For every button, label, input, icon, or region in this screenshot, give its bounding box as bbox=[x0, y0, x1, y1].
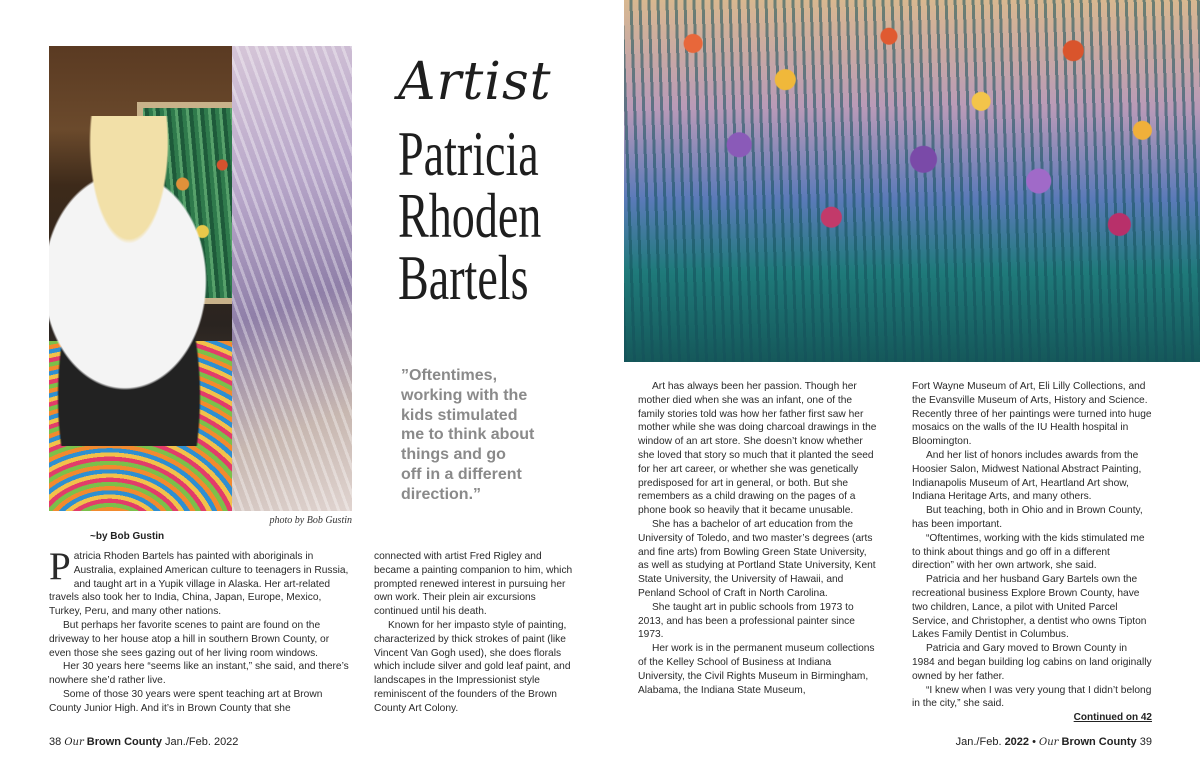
paragraph: connected with artist Fred Rigley and became a painting companion to him, which prompted renewed interest in pursuing her own work. Their plein air excursions continued until his death. bbox=[374, 551, 573, 618]
paragraph: “Oftentimes, working with the kids stimulated me to think about things and go off in a different direction” with her own artwork, she said. bbox=[912, 532, 1145, 572]
issue-year: 2022 bbox=[1004, 736, 1030, 748]
artist-photo bbox=[49, 46, 352, 511]
issue-date: Jan./Feb. bbox=[955, 736, 1002, 748]
paragraph: She has a bachelor of art education from the University of Toledo, and two master’s degrees (arts and fine arts) from Bowling Green State University, as well as studying at Portland State University, Kent State University, the University of Hawaii, and Penland School of Craft in North Carolina. bbox=[638, 518, 876, 599]
paragraph: But perhaps her favorite scenes to paint are found on the driveway to her house atop a hill in southern Brown County, or even those she sees gazing out of her living room windows. bbox=[49, 619, 330, 659]
paragraph: Patricia and her husband Gary Bartels own the recreational business Explore Brown County, have two children, Lance, a pilot with United Parcel Service, and Christopher, a dentist who owns Tipton Lakes Family Dentist in Columbus. bbox=[912, 574, 1147, 641]
title-artist: Artist bbox=[398, 52, 552, 112]
paragraph: She taught art in public schools from 1973 to 2013, and has been a professional painter since 1973. bbox=[638, 601, 855, 641]
byline: ~by Bob Gustin bbox=[90, 531, 165, 542]
page-number: 38 bbox=[49, 736, 62, 748]
paragraph: Patricia and Gary moved to Brown County in 1984 and began building log cabins on land originally owned by her father. bbox=[912, 643, 1152, 682]
continued-link[interactable]: Continued on 42 bbox=[1073, 712, 1152, 723]
paragraph: Patricia Rhoden Bartels has painted with aboriginals in Australia, explained American culture to teenagers in Russia, and taught art in a Yupik village in Alaska. Her art-related travels also took her to India, China, Japan, Europe, Mexico, Turkey, Peru, and many other nations. bbox=[49, 545, 349, 618]
publication-name: Brown County bbox=[86, 736, 162, 748]
publication-prefix: Our bbox=[1039, 737, 1059, 748]
separator: • bbox=[1032, 736, 1036, 748]
paragraph: And her list of honors includes awards from the Hoosier Salon, Midwest National Abstract Painting, Indianapolis Museum of Art, Heartland Art show, Indiana Heritage Arts, and many others. bbox=[912, 449, 1142, 503]
paragraph: Fort Wayne Museum of Art, Eli Lilly Collections, and the Evansville Museum of Arts, History and Science. Recently three of her paintings were turned into huge mosaics on the walls of the IU Health hospital in Bloomington. bbox=[912, 381, 1152, 448]
paragraph: Art has always been her passion. Though her mother died when she was an infant, one of the family stories told was how her father first saw her mother while she was doing charcoal drawings in the window of an art store. She doesn’t know whether she loved that story so much that it planted the seed for her art career, or whether she was genetically predisposed for art in general, or both. But she remembers as a child drawing on the pages of a phone book so heavily that it became unusable. bbox=[638, 381, 877, 517]
footer-right bbox=[956, 736, 1152, 748]
page-number: 39 bbox=[1139, 736, 1152, 748]
paragraph: Her work is in the permanent museum collections of the Kelley School of Business at Indiana University, the Civil Rights Museum in Birmingham, Alabama, the Indiana State Museum, bbox=[638, 643, 875, 696]
publication-prefix: Our bbox=[64, 737, 84, 748]
title-last-name: Bartels bbox=[398, 242, 529, 313]
artist-figure bbox=[49, 116, 249, 446]
pull-quote: ”Oftentimes, working with the kids stimulated me to think about things and go off in a different direction.” bbox=[401, 367, 535, 503]
article-column-1 bbox=[49, 545, 352, 716]
paragraph: Her 30 years here “seems like an instant,” she said, and there’s nowhere she’d rather live. bbox=[49, 661, 349, 687]
article-column-4 bbox=[912, 380, 1152, 711]
paragraph: Some of those 30 years were spent teaching art at Brown County Junior High. And it’s in Brown County that she bbox=[49, 688, 323, 714]
title-first-name: Patricia bbox=[398, 118, 539, 189]
issue-date: Jan./Feb. 2022 bbox=[165, 736, 239, 748]
paragraph: But teaching, both in Ohio and in Brown County, has been important. bbox=[912, 505, 1143, 530]
footer-left bbox=[49, 736, 238, 748]
article-column-2 bbox=[374, 550, 574, 716]
drop-cap: P bbox=[49, 545, 71, 588]
article-column-3 bbox=[638, 380, 880, 697]
title-middle-name: Rhoden bbox=[398, 180, 542, 251]
photo-credit: photo by Bob Gustin bbox=[269, 515, 352, 526]
floral-painting bbox=[624, 0, 1200, 362]
paragraph: Known for her impasto style of painting, characterized by thick strokes of paint (like Vincent Van Gogh used), she does florals which include silver and gold leaf paint, and landscapes in the Impressionist style reminiscent of the founders of the Brown County Art Colony. bbox=[374, 619, 571, 714]
paragraph: “I knew when I was very young that I didn’t belong in the city,” she said. bbox=[912, 684, 1152, 710]
publication-name: Brown County bbox=[1061, 736, 1137, 748]
canvas-image bbox=[232, 46, 352, 511]
